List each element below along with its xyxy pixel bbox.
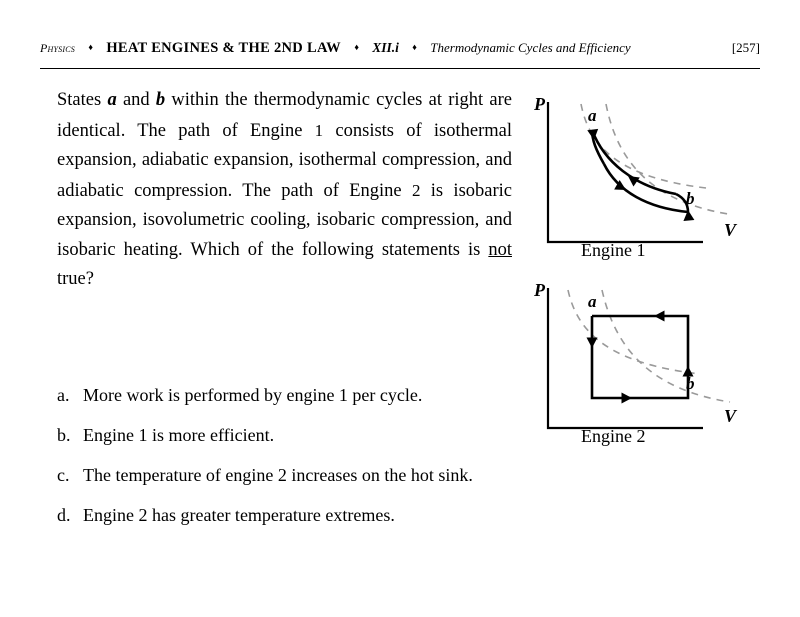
answer-choice-d[interactable]	[57, 505, 527, 526]
header-divider	[40, 68, 760, 69]
choice-text: Engine 2 has greater temperature extremes.	[83, 505, 395, 525]
figure-caption-engine-2: Engine 2	[581, 426, 646, 446]
choice-text: The temperature of engine 2 increases on the hot sink.	[83, 465, 473, 485]
choice-letter: c.	[57, 465, 70, 485]
question-prompt	[57, 86, 512, 295]
header-course: Physics	[40, 41, 75, 55]
state-label-b: b	[155, 90, 166, 110]
header-topic: Thermodynamic Cycles and Efficiency	[430, 40, 631, 55]
choice-letter: b.	[57, 425, 71, 445]
axes	[548, 288, 703, 428]
state-point-b-label: b	[686, 189, 695, 208]
y-axis-label-pressure: P	[534, 94, 545, 114]
diamond-separator-icon: ♦	[354, 42, 359, 52]
answer-choice-a[interactable]	[57, 385, 527, 406]
prompt-part: consists of isothermal expansion, adiabatic expansion, isothermal compression, and adiabatic compression. The path of Engine	[57, 120, 512, 201]
y-axis-label-pressure: P	[534, 280, 545, 300]
state-point-b-label: b	[686, 374, 695, 393]
state-point-a-label: a	[588, 292, 597, 311]
header-running-title	[40, 40, 700, 57]
figure-engine-2	[528, 278, 778, 453]
choice-text: More work is performed by engine 1 per cycle.	[83, 385, 423, 405]
answer-choice-b[interactable]	[57, 425, 527, 446]
prompt-emphasis-not: not	[488, 239, 512, 260]
pv-diagram-engine-2	[528, 278, 778, 453]
diamond-separator-icon: ♦	[88, 42, 93, 52]
choice-text: Engine 1 is more efficient.	[83, 425, 275, 445]
isotherm-curves	[581, 104, 728, 214]
page-header	[40, 40, 760, 68]
x-axis-label-volume: V	[724, 220, 737, 240]
page-number: [257]	[731, 40, 760, 55]
prompt-part: within the thermodynamic cycles at right are identical. The path of Engine	[57, 90, 512, 141]
cycle-path	[592, 130, 688, 212]
direction-arrows	[587, 311, 694, 404]
figure-caption-engine-1: Engine 1	[581, 240, 646, 260]
engine-number-2: 2	[411, 180, 421, 200]
choice-letter: d.	[57, 505, 71, 525]
answer-choice-c[interactable]	[57, 465, 527, 486]
x-axis-label-volume: V	[724, 406, 737, 426]
state-label-a: a	[107, 90, 117, 110]
prompt-part: is isobaric expansion, isovolumetric cooling, isobaric compression, and isobaric heating. Which of the following statements is	[57, 180, 512, 260]
engine-number-1: 1	[314, 120, 324, 140]
header-section-number: XII.i	[372, 40, 399, 55]
pv-diagram-engine-1	[528, 92, 778, 267]
state-point-a-label: a	[588, 106, 597, 125]
prompt-part: true?	[57, 269, 94, 289]
choice-letter: a.	[57, 385, 70, 405]
prompt-part: States	[57, 90, 108, 110]
diamond-separator-icon: ♦	[412, 42, 417, 52]
figure-engine-1	[528, 92, 778, 267]
answer-choices	[57, 385, 527, 545]
prompt-part: and	[116, 90, 156, 110]
header-unit: HEAT ENGINES & THE 2ND LAW	[106, 40, 341, 56]
